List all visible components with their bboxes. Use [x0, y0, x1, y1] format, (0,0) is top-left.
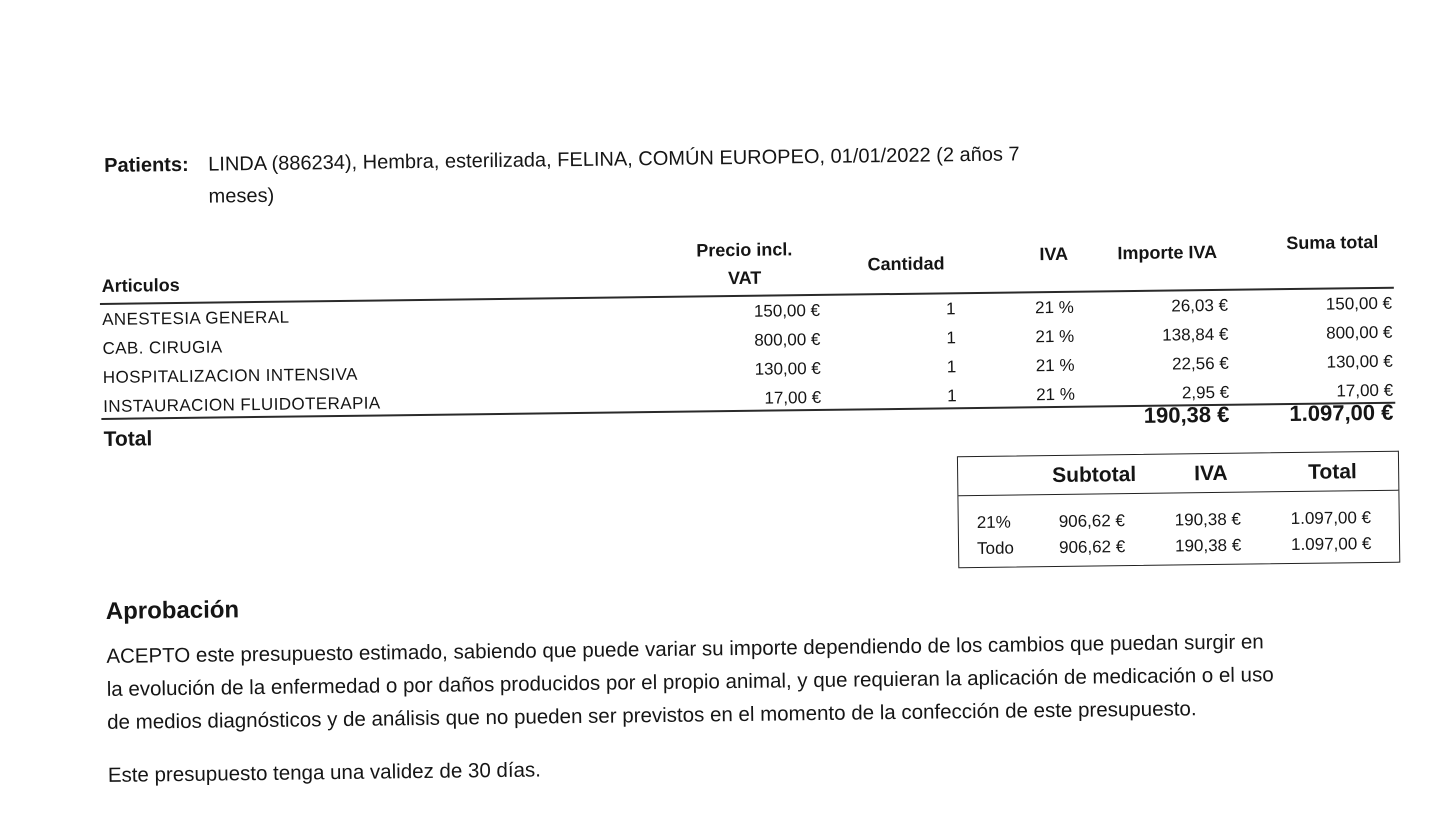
summary-iva: 190,38 €	[1174, 535, 1242, 556]
approval-line: la evolución de la enfermedad o por daños producidos por el propio animal, y que requieran la aplicación de medicación o el uso	[106, 663, 1274, 701]
approval-line: de medios diagnósticos y de análisis que no pueden ser previstos en el momento de la confección de este presupuesto.	[107, 697, 1197, 734]
cell-precio: 130,00 €	[754, 358, 821, 379]
cell-articulo: CAB. CIRUGIA	[102, 337, 223, 358]
summary-row	[959, 530, 1399, 564]
patient-label: Patients:	[104, 153, 189, 177]
patient-details	[208, 137, 1109, 212]
header-suma-total: Suma total	[1286, 231, 1379, 254]
total-suma-total: 1.097,00 €	[1289, 399, 1394, 427]
summary-header	[958, 452, 1398, 497]
patient-details-line-1: LINDA (886234), Hembra, esterilizada, FELINA, COMÚN EUROPEO, 01/01/2022 (2 años 7	[208, 143, 1020, 176]
summary-header-subtotal: Subtotal	[1052, 462, 1137, 488]
summary-subtotal: 906,62 €	[1058, 511, 1126, 531]
cell-importe-iva: 26,03 €	[1171, 295, 1229, 316]
total-label: Total	[103, 427, 153, 451]
cell-precio: 17,00 €	[764, 387, 822, 408]
total-importe-iva: 190,38 €	[1143, 401, 1230, 428]
cell-cantidad: 1	[947, 386, 957, 406]
cell-suma-total: 130,00 €	[1326, 351, 1393, 372]
header-precio-line-1: Precio incl.	[696, 239, 793, 261]
cell-suma-total: 800,00 €	[1326, 322, 1393, 343]
cell-iva: 21 %	[1034, 297, 1074, 318]
cell-articulo: INSTAURACION FLUIDOTERAPIA	[103, 393, 381, 416]
cell-articulo: HOSPITALIZACION INTENSIVA	[102, 364, 358, 387]
cell-cantidad: 1	[946, 357, 957, 377]
approval-line: ACEPTO este presupuesto estimado, sabiendo que puede variar su importe dependiendo de los cambios que puedan surgir en	[106, 630, 1264, 668]
header-precio-line-2: VAT	[727, 267, 762, 289]
patient-info	[104, 136, 1204, 208]
budget-document	[98, 134, 1398, 787]
approval-title: Aprobación	[105, 596, 240, 625]
cell-iva: 21 %	[1035, 355, 1075, 376]
approval-text	[106, 624, 1407, 739]
cell-importe-iva: 2,95 €	[1181, 382, 1230, 403]
summary-rate: 21%	[976, 512, 1011, 532]
header-cantidad: Cantidad	[867, 253, 945, 275]
summary-header-total: Total	[1308, 460, 1357, 484]
items-table	[99, 216, 1394, 451]
cell-iva: 21 %	[1035, 326, 1075, 347]
summary-rate: Todo	[976, 538, 1015, 558]
cell-cantidad: 1	[945, 299, 956, 319]
cell-precio: 150,00 €	[753, 300, 821, 321]
summary-header-iva: IVA	[1194, 461, 1228, 486]
cell-importe-iva: 22,56 €	[1171, 353, 1229, 374]
cell-cantidad: 1	[946, 328, 957, 348]
validity-note: Este presupuesto tenga una validez de 30 días.	[107, 758, 542, 787]
cell-suma-total: 150,00 €	[1325, 293, 1393, 314]
cell-precio: 800,00 €	[754, 329, 821, 350]
cell-articulo: ANESTESIA GENERAL	[102, 307, 290, 329]
vat-summary-table	[957, 451, 1400, 569]
summary-subtotal: 906,62 €	[1058, 537, 1126, 557]
summary-iva: 190,38 €	[1174, 509, 1242, 530]
header-iva: IVA	[1039, 243, 1069, 265]
header-importe-iva: Importe IVA	[1117, 241, 1218, 264]
header-articulos: Articulos	[101, 274, 180, 296]
summary-total: 1.097,00 €	[1290, 534, 1372, 555]
cell-suma-total: 17,00 €	[1336, 380, 1394, 401]
header-precio	[669, 235, 820, 293]
cell-iva: 21 %	[1036, 384, 1076, 405]
cell-importe-iva: 138,84 €	[1162, 324, 1229, 345]
patient-details-line-2: meses)	[208, 184, 275, 208]
summary-total: 1.097,00 €	[1290, 508, 1372, 529]
